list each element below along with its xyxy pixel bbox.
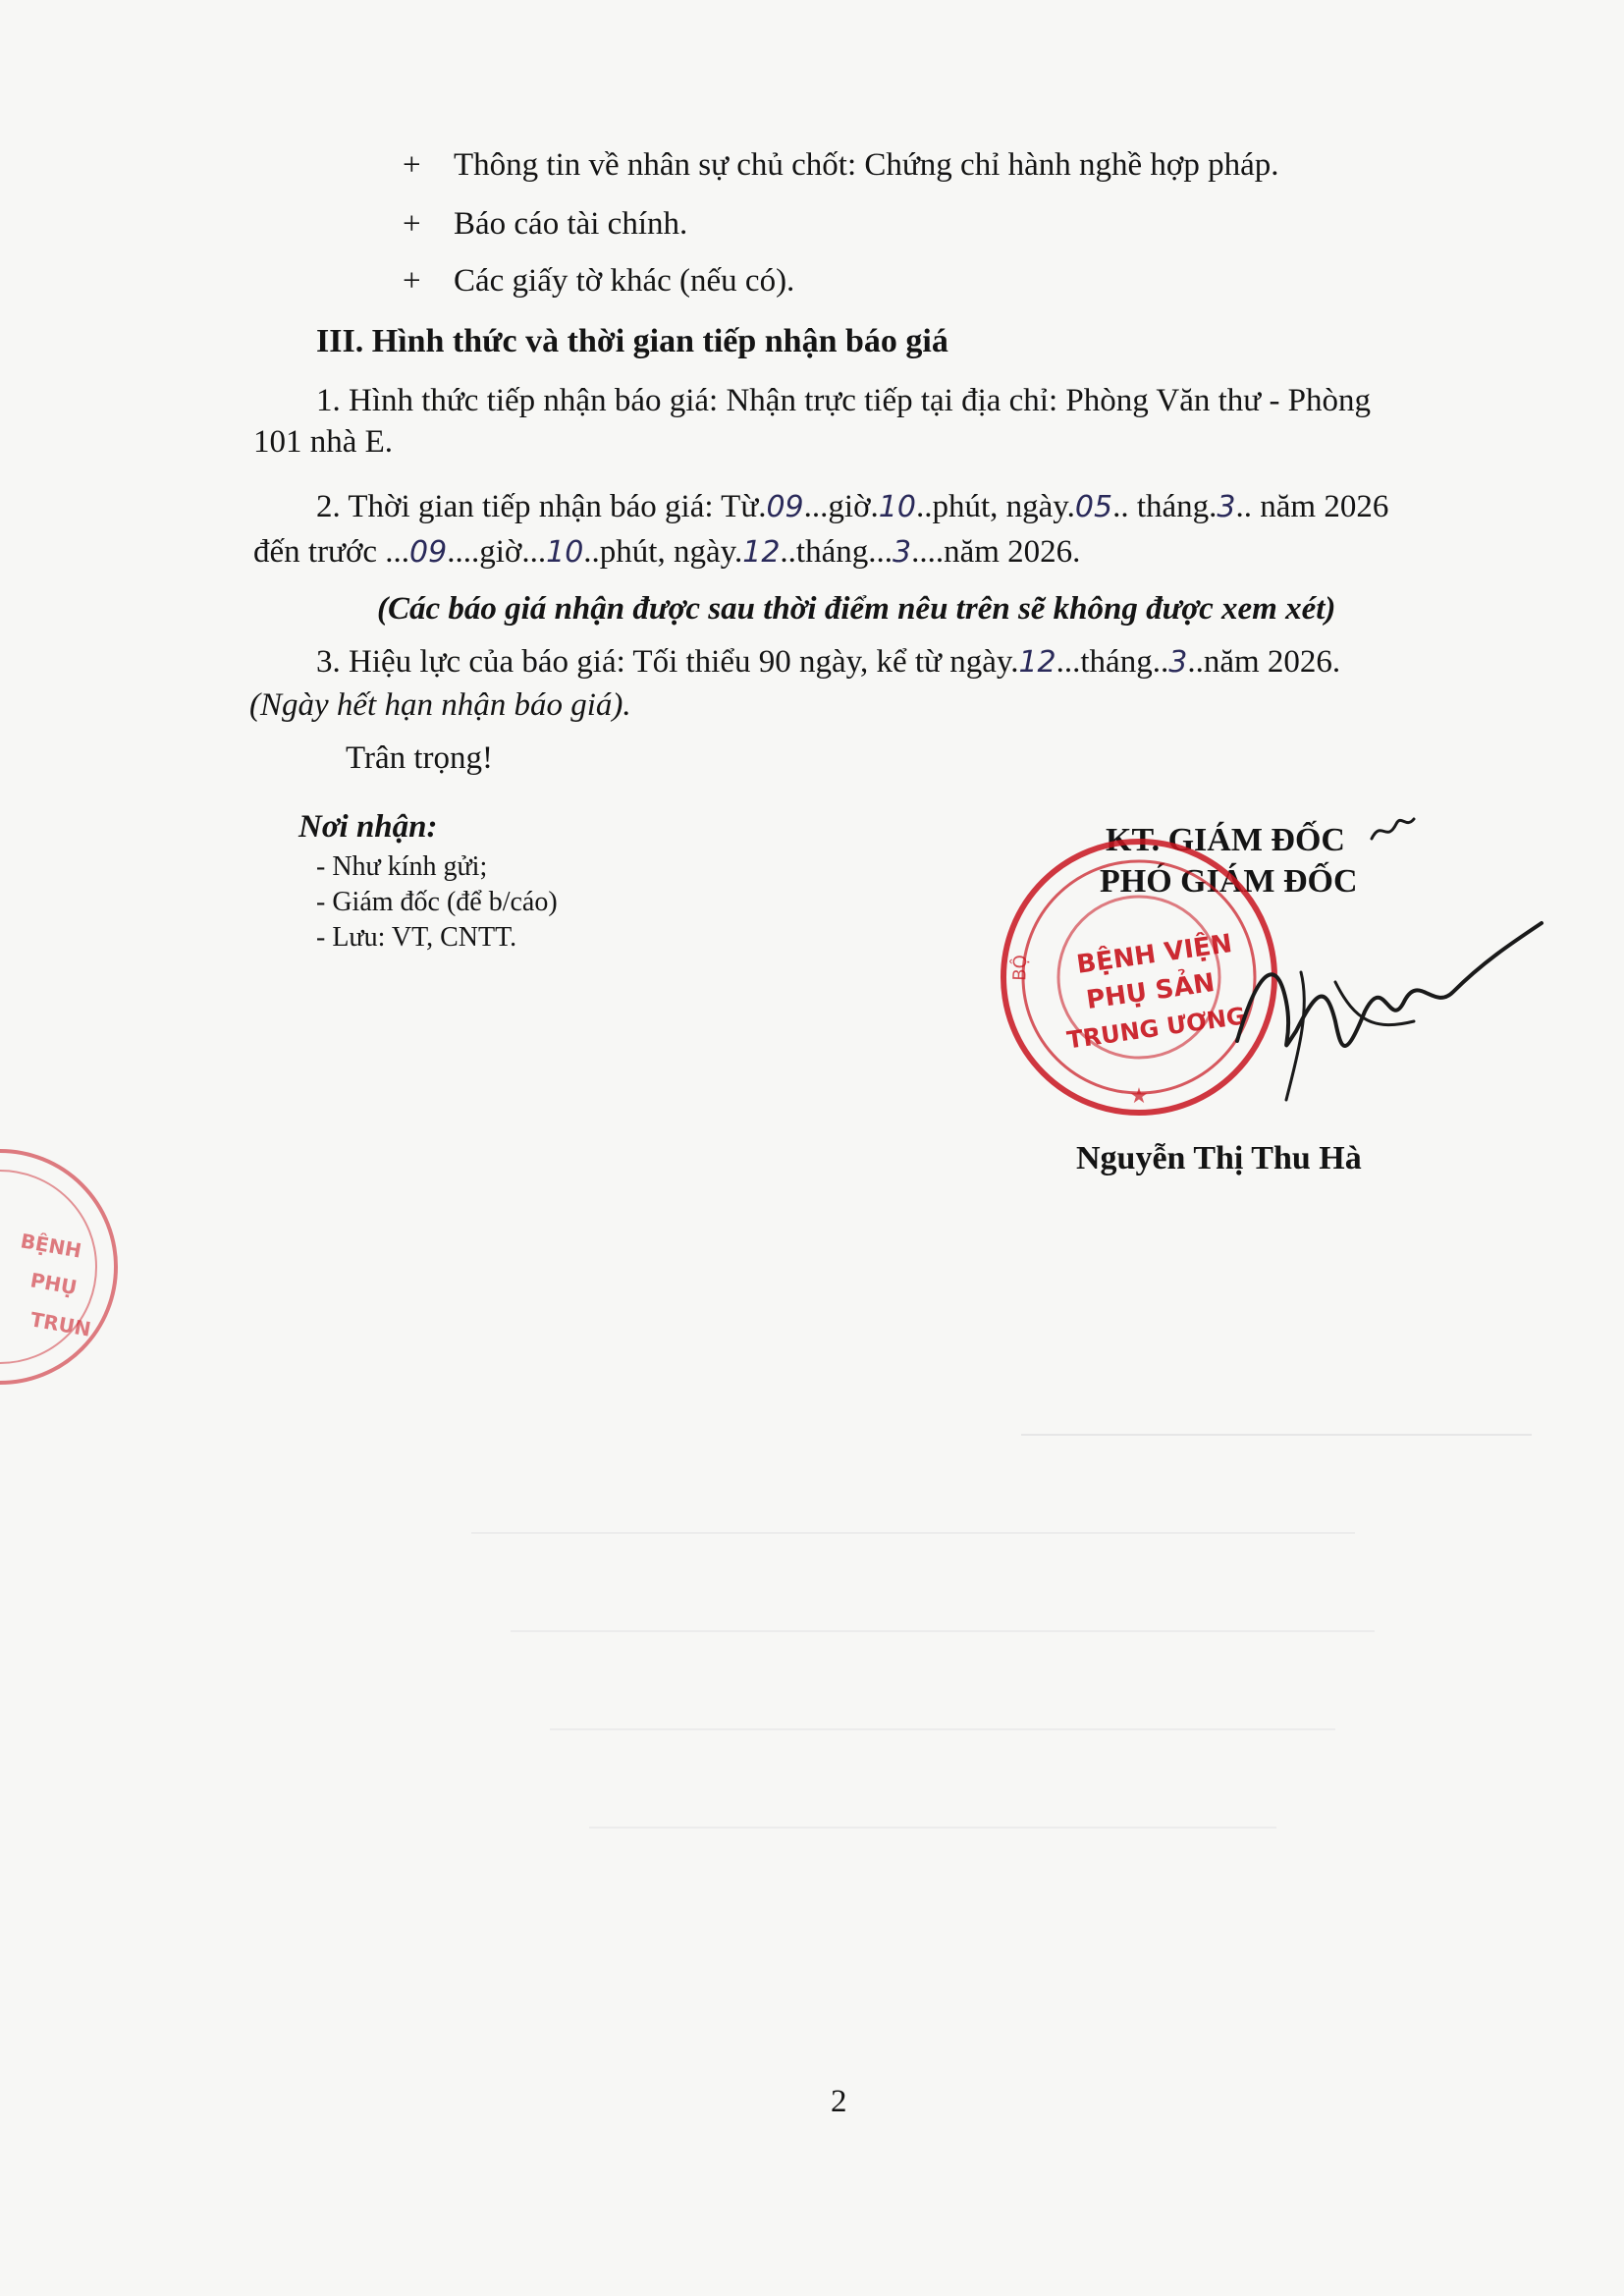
item-3-line-2: (Ngày hết hạn nhận báo giá).: [249, 687, 631, 723]
handwritten-hour: 09: [409, 535, 448, 570]
item-2-text: .. năm 2026: [1235, 489, 1389, 524]
bleed-through-mark: [1021, 1434, 1532, 1436]
item-2-text: ....năm 2026.: [911, 534, 1081, 570]
item-3-text: ...tháng..: [1056, 644, 1169, 680]
item-2-text: ..tháng...: [780, 534, 893, 570]
bleed-through-mark: [550, 1728, 1335, 1730]
deadline-note: (Các báo giá nhận được sau thời điểm nêu trên sẽ không được xem xét): [377, 591, 1336, 627]
item-3-text: ..năm 2026.: [1187, 644, 1341, 680]
signer-title-2: PHÓ GIÁM ĐỐC: [1100, 863, 1358, 900]
partial-seal-stamp: [0, 1129, 128, 1404]
item-2-line-1: [316, 485, 1388, 529]
handwritten-day: 12: [742, 535, 781, 570]
bullet-text: Các giấy tờ khác (nếu có).: [454, 263, 795, 299]
handwritten-minute: 10: [546, 535, 584, 570]
item-1-line-2: 101 nhà E.: [253, 424, 394, 460]
item-2-line-2: [253, 530, 1080, 574]
item-3-line-1: [316, 640, 1340, 684]
svg-text:TRUN: TRUN: [28, 1307, 93, 1341]
bleed-through-mark: [511, 1630, 1375, 1632]
bullet-text: Thông tin về nhân sự chủ chốt: Chứng chỉ hành nghề hợp pháp.: [454, 147, 1279, 183]
item-2-text: .. tháng.: [1112, 489, 1218, 524]
bleed-through-mark: [589, 1827, 1276, 1829]
recipient-item: - Giám đốc (để b/cáo): [316, 887, 558, 917]
item-2-text: 2. Thời gian tiếp nhận báo giá: Từ.: [316, 489, 767, 524]
handwritten-signature: [1218, 913, 1551, 1110]
closing-text: Trân trọng!: [346, 740, 494, 776]
handwritten-month: 3: [893, 535, 912, 570]
item-2-text: ....giờ...: [447, 534, 547, 570]
item-2-text: ..phút, ngày.: [583, 534, 743, 570]
seal-text-line-3: TRUNG ƯƠNG: [1064, 1002, 1248, 1055]
handwritten-minute: 10: [878, 490, 916, 524]
handwritten-hour: 09: [766, 490, 804, 524]
handwritten-day: 12: [1018, 645, 1056, 680]
handwritten-month: 3: [1217, 490, 1236, 524]
seal-text-line-2: PHỤ SẢN: [1084, 967, 1218, 1016]
bullet-text: Báo cáo tài chính.: [454, 206, 688, 242]
bullet-symbol: +: [403, 206, 421, 242]
svg-text:BỆNH: BỆNH: [19, 1229, 83, 1263]
item-1-line-1: 1. Hình thức tiếp nhận báo giá: Nhận trực tiếp tại địa chỉ: Phòng Văn thư - Phòng: [316, 383, 1372, 418]
page-number: 2: [831, 2084, 847, 2119]
bleed-through-mark: [471, 1532, 1355, 1534]
seal-side-text: BỘ: [1009, 954, 1032, 982]
signer-name: Nguyễn Thị Thu Hà: [1076, 1140, 1362, 1176]
item-2-text: ..phút, ngày.: [915, 489, 1075, 524]
initial-mark: [1367, 809, 1416, 848]
recipients-title: Nơi nhận:: [298, 809, 438, 845]
svg-text:★: ★: [1129, 1084, 1149, 1109]
svg-text:PHỤ: PHỤ: [28, 1268, 80, 1300]
recipient-item: - Lưu: VT, CNTT.: [316, 922, 517, 953]
bullet-symbol: +: [403, 263, 421, 299]
bullet-symbol: +: [403, 147, 421, 183]
item-2-text: ...giờ.: [803, 489, 879, 524]
recipient-item: - Như kính gửi;: [316, 851, 488, 882]
item-3-text: 3. Hiệu lực của báo giá: Tối thiểu 90 ngày, kể từ ngày.: [316, 644, 1019, 680]
item-2-text: đến trước ...: [253, 534, 410, 570]
seal-text-line-1: BỆNH VIỆN: [1074, 929, 1234, 980]
signer-title-1: KT. GIÁM ĐỐC: [1106, 822, 1345, 858]
handwritten-month: 3: [1168, 645, 1188, 680]
section-heading: III. Hình thức và thời gian tiếp nhận báo giá: [316, 323, 948, 359]
handwritten-day: 05: [1074, 490, 1113, 524]
